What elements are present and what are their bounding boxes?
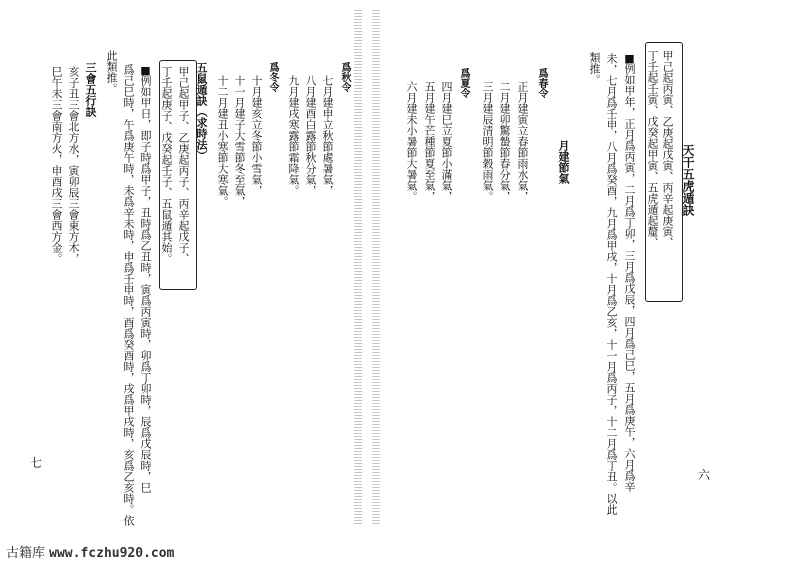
five-rat-verse-line-1: 甲己起甲子、乙庚起丙子、丙辛起戊子、	[177, 66, 190, 264]
summer-heading: 爲夏令	[458, 68, 469, 98]
autumn-line-1: 七月建申立秋節處暑氣，	[321, 75, 334, 196]
five-tiger-verse-line-2: 丁壬起壬寅、戊癸起甲寅、五虎遁起釐、	[646, 50, 659, 248]
winter-line-3: 十二月建丑小寒節大寒氣。	[216, 75, 229, 207]
binding-gutter-left	[354, 8, 362, 525]
winter-heading: 爲冬令	[267, 62, 278, 92]
rat-example-line-3: 此類推。	[105, 50, 118, 94]
example-marker-icon: ■	[623, 52, 636, 65]
autumn-heading: 爲秋令	[339, 62, 350, 92]
left-page-number: 七	[30, 456, 43, 470]
binding-gutter-right	[372, 8, 380, 525]
autumn-line-3: 九月建戌寒露節霜降氣。	[287, 75, 300, 196]
site-name: 古籍库	[6, 546, 46, 561]
rat-example-line-2: 爲己巳時，午爲庚午時，未爲辛未時，申爲壬申時，酉爲癸酉時，戌爲甲戌時，亥爲乙亥時。依	[122, 64, 135, 526]
summer-line-2: 五月建午芒種節夏至氣，	[423, 81, 436, 202]
spring-heading: 爲春令	[536, 68, 547, 98]
tiger-example-line-3: 類推。	[588, 52, 601, 85]
rat-example-line-1: 例如甲日，即子時爲甲子，丑時爲乙丑時，寅爲丙寅時，卯爲丁卯時，辰爲戊辰時，巳	[139, 75, 152, 493]
right-page-number: 六	[698, 468, 711, 482]
tiger-example-line-2: 未，七月爲壬申，八月爲癸酉，九月爲甲戌，十月爲乙亥，十一月爲丙子，十二月爲丁丑。以此	[605, 53, 618, 515]
rat-example-marker-icon: ■	[139, 64, 152, 77]
summer-line-1: 四月建巳立夏節小滿氣，	[440, 81, 453, 202]
five-rat-title: 五鼠遁訣（求時法）	[195, 62, 208, 161]
tiger-example-line-1: 例如甲年，正月爲丙寅，二月爲丁卯，三月爲戊辰，四月爲己巳，五月爲庚午，六月爲辛	[623, 63, 636, 492]
site-url[interactable]: www.fczhu920.com	[49, 546, 175, 561]
right-page-title: 天干五虎遁訣	[681, 144, 695, 216]
month-solar-terms-title: 月建節氣	[557, 140, 570, 184]
spring-line-2: 二月建卯驚蟄節春分氣，	[498, 81, 511, 202]
winter-line-2: 十一月建子大雪節冬至氣，	[233, 75, 246, 207]
spring-line-3: 三月建辰清明節穀雨氣。	[481, 81, 494, 202]
sanhui-line-2: 巳午未三會南方火，申酉戌三會西方金。	[50, 66, 63, 264]
five-rat-verse-line-2: 丁壬起庚子、戊癸起壬子、五鼠遁其始。	[160, 66, 173, 264]
five-tiger-verse-line-1: 甲己起丙寅、乙庚起戊寅、丙辛起庚寅、	[661, 50, 674, 248]
summer-line-3: 六月建未小暑節大暑氣。	[405, 81, 418, 202]
autumn-line-2: 八月建酉白露節秋分氣，	[304, 75, 317, 196]
sanhui-line-1: 亥子丑三會北方水，寅卯辰三會東方木，	[67, 66, 80, 264]
sanhui-title: 三會五行訣	[84, 62, 97, 117]
winter-line-1: 十月建亥立冬節小雪氣，	[250, 75, 263, 196]
spring-line-1: 正月建寅立春節雨水氣，	[516, 81, 529, 202]
site-footer	[6, 542, 174, 560]
